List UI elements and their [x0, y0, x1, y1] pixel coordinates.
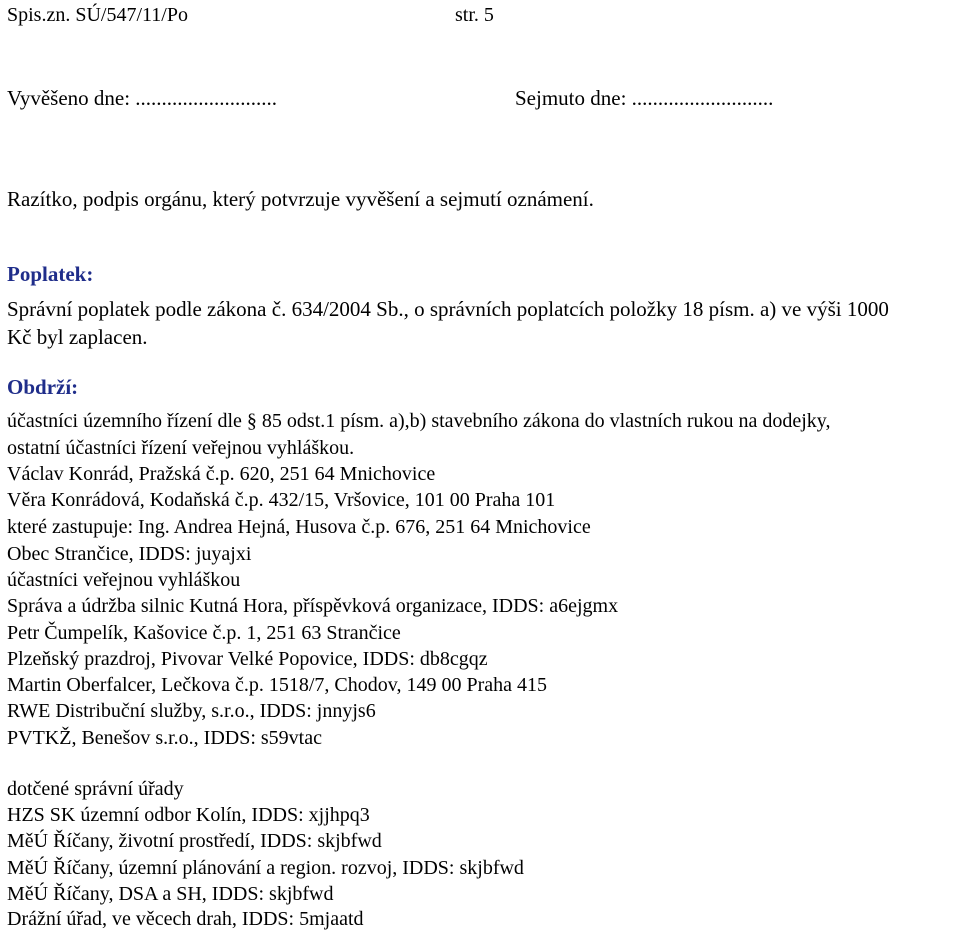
recipient-item: Obec Strančice, IDDS: juyajxi — [7, 543, 252, 565]
removed-date-field: Sejmuto dne: ........................... — [515, 86, 774, 110]
authority-item: Drážní úřad, ve věcech drah, IDDS: 5mjaatd — [7, 908, 364, 930]
fee-heading: Poplatek: — [7, 262, 94, 286]
authority-item: MěÚ Říčany, územní plánování a region. rozvoj, IDDS: skjbfwd — [7, 857, 524, 879]
fee-text-line2: Kč byl zaplacen. — [7, 325, 148, 349]
recipient-item: RWE Distribuční služby, s.r.o., IDDS: jnnyjs6 — [7, 700, 376, 722]
recipient-item: Martin Oberfalcer, Lečkova č.p. 1518/7, Chodov, 149 00 Praha 415 — [7, 674, 547, 696]
stamp-note: Razítko, podpis orgánu, který potvrzuje vyvěšení a sejmutí oznámení. — [7, 187, 594, 211]
authorities-heading: dotčené správní úřady — [7, 778, 184, 800]
recipient-item: Václav Konrád, Pražská č.p. 620, 251 64 Mnichovice — [7, 463, 436, 485]
authority-item: MěÚ Říčany, životní prostředí, IDDS: skjbfwd — [7, 830, 382, 852]
recipient-item: Správa a údržba silnic Kutná Hora, příspěvková organizace, IDDS: a6ejgmx — [7, 595, 619, 617]
page-number: str. 5 — [455, 4, 494, 26]
recipients-heading: Obdrží: — [7, 375, 79, 399]
authority-item: MěÚ Říčany, DSA a SH, IDDS: skjbfwd — [7, 883, 334, 905]
fee-text-line1: Správní poplatek podle zákona č. 634/2004 Sb., o správních poplatcích položky 18 písm. a) ve výši 1000 — [7, 297, 889, 321]
authority-item: HZS SK územní odbor Kolín, IDDS: xjjhpq3 — [7, 804, 370, 826]
recipient-item: Plzeňský prazdroj, Pivovar Velké Popovice, IDDS: db8cgqz — [7, 648, 488, 670]
recipient-item: účastníci veřejnou vyhláškou — [7, 569, 241, 591]
recipient-item: PVTKŽ, Benešov s.r.o., IDDS: s59vtac — [7, 727, 322, 749]
recipient-item: které zastupuje: Ing. Andrea Hejná, Husova č.p. 676, 251 64 Mnichovice — [7, 516, 591, 538]
recipients-intro-line1: účastníci územního řízení dle § 85 odst.1 písm. a),b) stavebního zákona do vlastních rukou na dodejky, — [7, 410, 831, 432]
recipient-item: Věra Konrádová, Kodaňská č.p. 432/15, Vršovice, 101 00 Praha 101 — [7, 489, 556, 511]
file-reference: Spis.zn. SÚ/547/11/Po — [7, 4, 188, 26]
recipient-item: Petr Čumpelík, Kašovice č.p. 1, 251 63 Strančice — [7, 622, 401, 644]
posted-date-field: Vyvěšeno dne: ........................... — [7, 86, 278, 110]
recipients-intro-line2: ostatní účastníci řízení veřejnou vyhláškou. — [7, 437, 355, 459]
